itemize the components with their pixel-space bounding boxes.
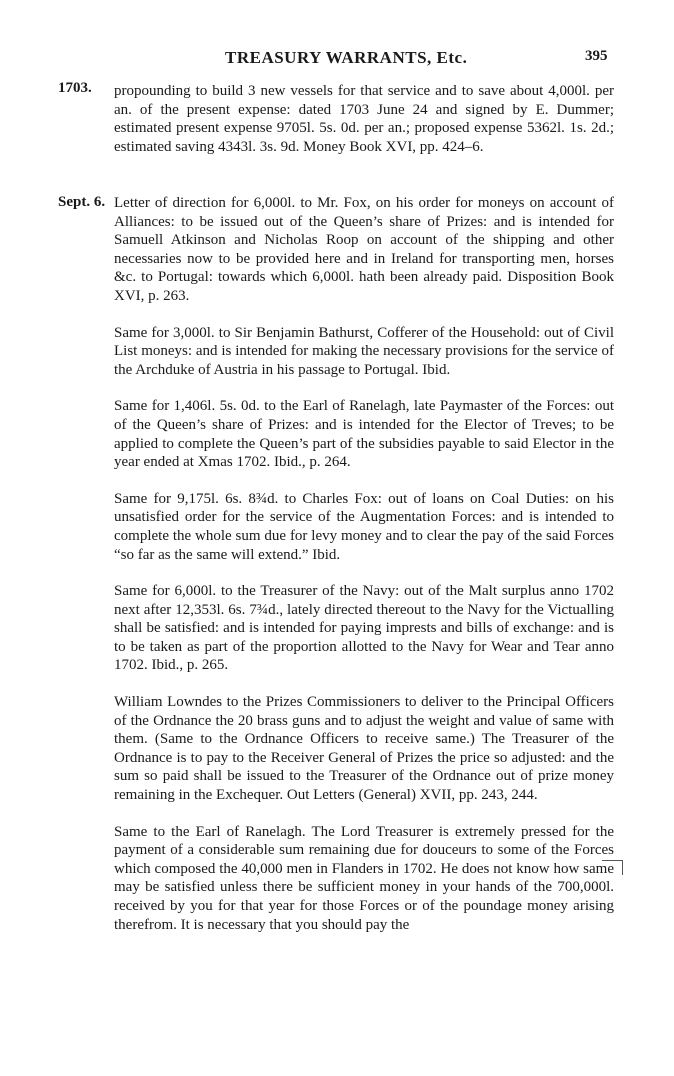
margin-year: 1703. <box>58 80 92 96</box>
entry-paragraph: Same for 9,175l. 6s. 8¾d. to Charles Fox: out of loans on Coal Duties: on his unsatisfied order for the service of the Augmentation Forces: and is intended to complete the whole sum due for levy money and to clear the pay of the said Forces “so far as the same will extend.” Ibid. <box>114 490 614 563</box>
running-head: TREASURY WARRANTS, Etc. <box>225 48 468 67</box>
entry-paragraph: Same to the Earl of Ranelagh. The Lord Treasurer is extremely pressed for the payment of a considerable sum remaining due for douceurs to some of the Forces which composed the 40,000 men in Flanders in 1702. He does not know how same may be satisfied unless there be sufficient money in your hands of the 700,000l. received by you for that year for those Forces or of the poundage money arising therefrom. It is necessary that you should pay the <box>114 823 614 933</box>
entry-paragraph: Same for 6,000l. to the Treasurer of the Navy: out of the Malt surplus anno 1702 next after 12,353l. 6s. 7¾d., lately directed thereout to the Navy for the Victualling shall be satisfied: and is intended for paying imprests and bills of exchange: and is to be taken as part of the proportion allotted to the Navy for Wear and Tear anno 1702. Ibid., p. 265. <box>114 583 614 674</box>
entries-body <box>114 194 614 934</box>
corner-mark <box>602 860 623 875</box>
continuation-paragraph: propounding to build 3 new vessels for that service and to save about 4,000l. per an. of the present expense: dated 1703 June 24 and signed by E. Dummer; estimated present expense 9705l. 5s. 0d. per an.; proposed expense 5362l. 1s. 2d.; estimated saving 4343l. 3s. 9d. Money Book XVI, pp. 424–6. <box>114 83 614 155</box>
margin-date: Sept. 6. <box>58 194 106 210</box>
entry-paragraph: Letter of direction for 6,000l. to Mr. Fox, on his order for moneys on account of Alliances: to be issued out of the Queen’s share of Prizes: and is intended for Samuell Atkinson and Nicholas Roop on account of the shipping and other necessaries now to be provided here and in Ireland for transporting men, horses &c. to Portugal: towards which 6,000l. hath been already paid. Disposition Book XVI, p. 263. <box>114 195 614 304</box>
entry-paragraph: Same for 1,406l. 5s. 0d. to the Earl of Ranelagh, late Paymaster of the Forces: out of the Queen’s share of Prizes: and is intended for the Elector of Treves; to be applied to complete the Queen’s part of the subsidies payable to said Elector in the year ended at Xmas 1702. Ibid., p. 264. <box>114 398 614 471</box>
entry-paragraph: William Lowndes to the Prizes Commissioners to deliver to the Principal Officers of the Ordnance the 20 brass guns and to adjust the weight and value of same with them. (Same to the Ordnance Officers to receive same.) The Treasurer of the Ordnance is to pay to the Receiver General of Prizes the price so adjusted: and the sum so paid shall be issued to the Treasurer of the Ordnance out of prize money remaining in the Exchequer. Out Letters (General) XVII, pp. 243, 244. <box>114 694 614 804</box>
page-number: 395 <box>585 48 608 64</box>
entry-paragraph: Same for 3,000l. to Sir Benjamin Bathurst, Cofferer of the Household: out of Civil List moneys: and is intended for making the necessary provisions for the service of the Archduke of Austria in his passage to Portugal. Ibid. <box>114 324 614 378</box>
